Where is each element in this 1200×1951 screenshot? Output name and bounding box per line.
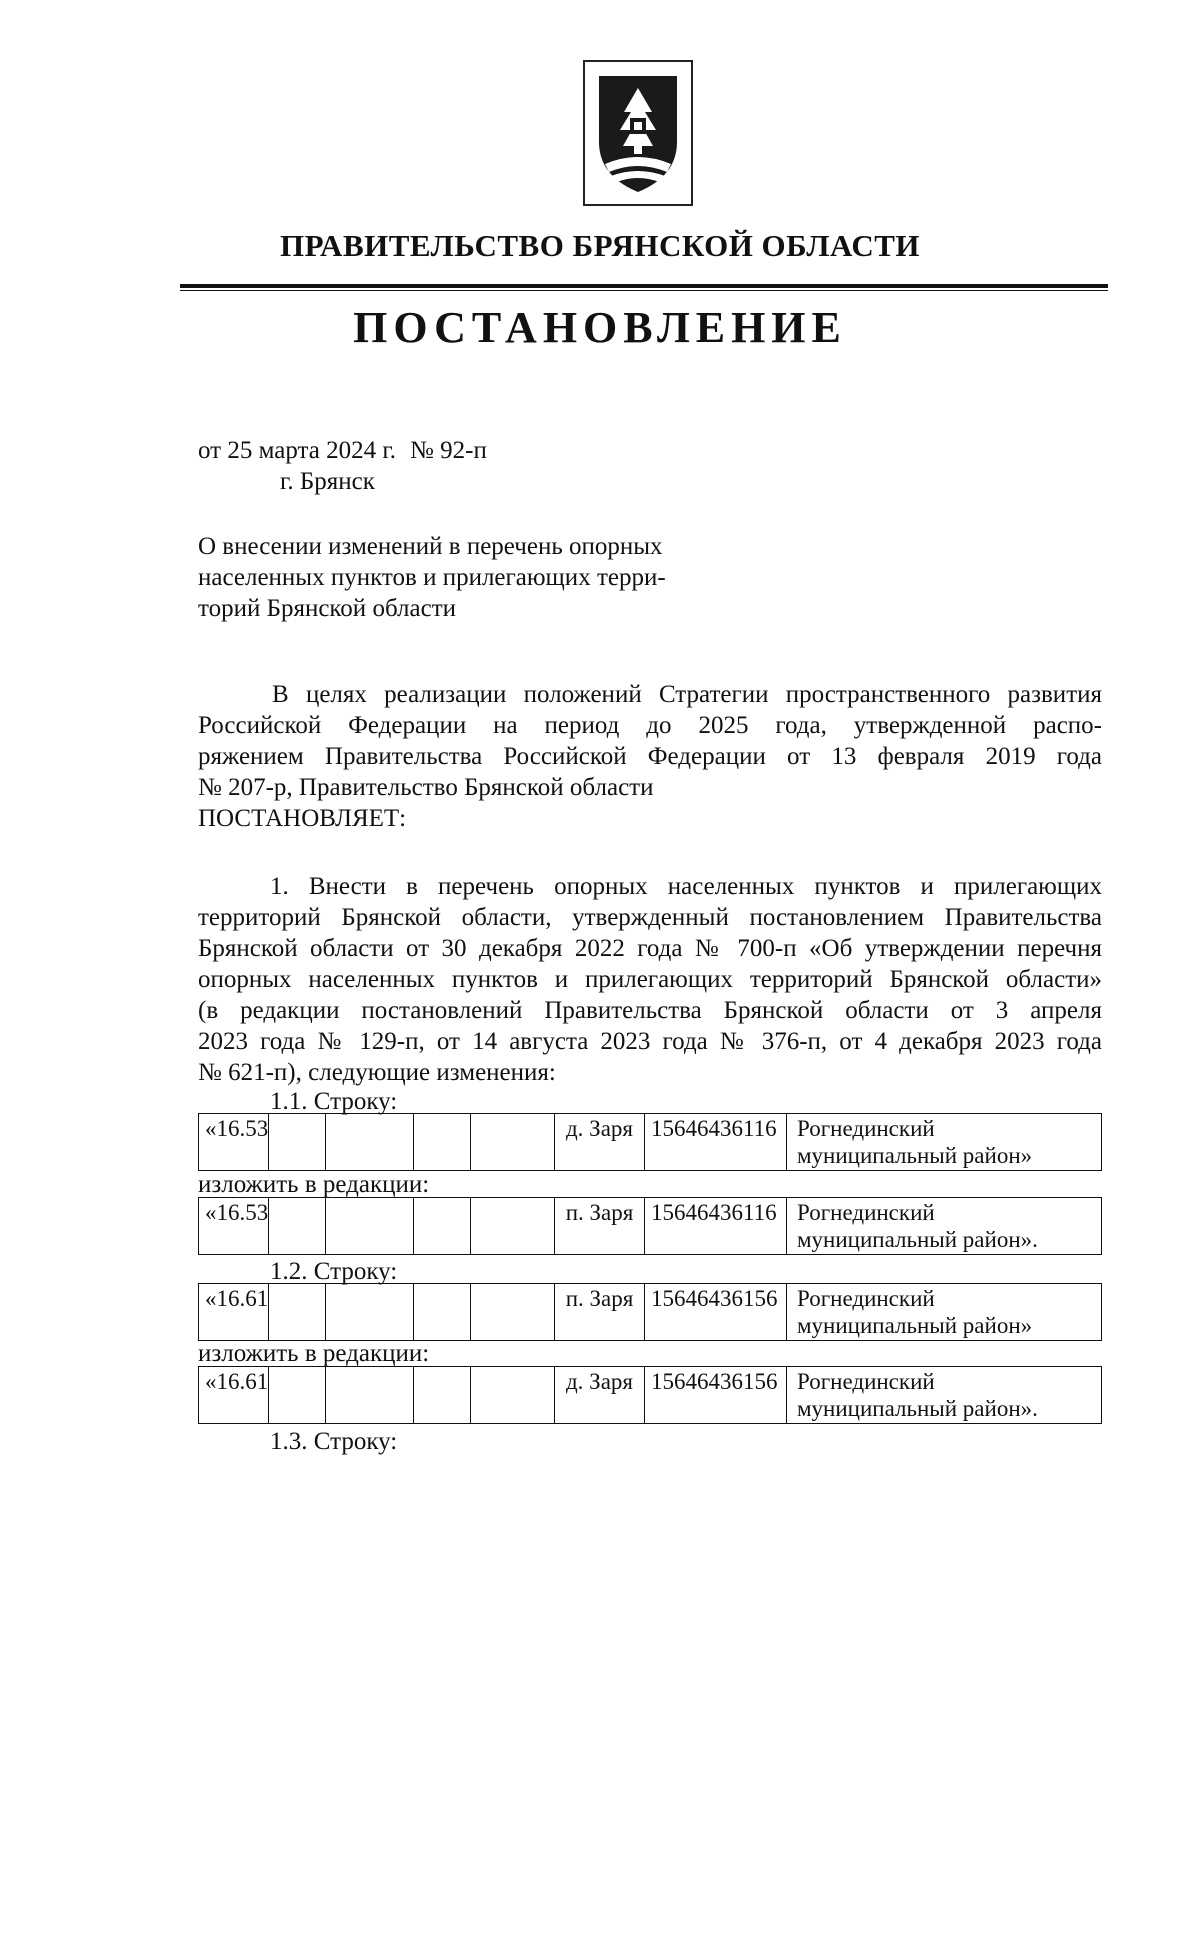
settlement-cell: д. Заря xyxy=(555,1114,645,1171)
item-1-paragraph xyxy=(198,871,1102,1088)
decree-word: ПОСТАНОВЛЯЕТ: xyxy=(198,805,407,832)
empty-cell xyxy=(414,1198,471,1255)
table-row-2-new xyxy=(198,1366,1102,1424)
document-number: № 92-п xyxy=(410,437,487,464)
empty-cell xyxy=(471,1367,555,1424)
item1-line: Брянской области от 30 декабря 2022 года № 700-п «Об утверждении перечня xyxy=(198,935,1102,962)
oktmo-code-cell: 15646436156 xyxy=(645,1284,787,1341)
oktmo-code-cell: 15646436156 xyxy=(645,1367,787,1424)
empty-cell xyxy=(269,1114,326,1171)
item1-line: 2023 года № 129-п, от 14 августа 2023 года № 376-п, от 4 декабря 2023 года xyxy=(198,1028,1102,1055)
row-number-cell: «16.53 xyxy=(199,1114,269,1171)
item-1-3-label: 1.3. Строку: xyxy=(270,1428,398,1455)
preamble-line: № 207-р, Правительство Брянской области xyxy=(198,774,654,801)
empty-cell xyxy=(414,1114,471,1171)
empty-cell xyxy=(326,1198,414,1255)
item1-line: № 621-п), следующие изменения: xyxy=(198,1059,556,1086)
item1-line: опорных населенных пунктов и прилегающих территорий Брянской области» xyxy=(198,966,1102,993)
date-line xyxy=(198,435,487,466)
document-date: от 25 марта 2024 г. xyxy=(198,437,397,464)
preamble-line: Российской Федерации на период до 2025 года, утвержденной распо- xyxy=(198,712,1102,739)
table-row-1-old xyxy=(198,1113,1102,1171)
header-rule-thin xyxy=(180,290,1108,291)
row-number-cell: «16.61 xyxy=(199,1284,269,1341)
row-number-cell: «16.53 xyxy=(199,1198,269,1255)
empty-cell xyxy=(471,1284,555,1341)
empty-cell xyxy=(414,1367,471,1424)
empty-cell xyxy=(326,1284,414,1341)
settlement-cell: д. Заря xyxy=(555,1367,645,1424)
preamble-paragraph xyxy=(198,679,1102,834)
subject-line: населенных пунктов и прилегающих терри- xyxy=(198,564,666,591)
empty-cell xyxy=(269,1284,326,1341)
preamble-line: В целях реализации положений Стратегии пространственного развития xyxy=(272,681,1102,708)
item1-line: территорий Брянской области, утвержденный постановлением Правительства xyxy=(198,904,1102,931)
row-number-cell: «16.61 xyxy=(199,1367,269,1424)
settlement-cell: п. Заря xyxy=(555,1198,645,1255)
district-cell: Рогнединский муниципальный район» xyxy=(787,1114,1102,1171)
district-cell: Рогнединский муниципальный район». xyxy=(787,1367,1102,1424)
document-type-title: ПОСТАНОВЛЕНИЕ xyxy=(353,303,847,352)
coat-of-arms-emblem xyxy=(583,60,693,206)
settlement-cell: п. Заря xyxy=(555,1284,645,1341)
header-rule-thick xyxy=(180,284,1108,288)
item-1-1-label: 1.1. Строку: xyxy=(270,1088,398,1115)
document-city: г. Брянск xyxy=(280,468,375,495)
district-cell: Рогнединский муниципальный район». xyxy=(787,1198,1102,1255)
replace-label-2: изложить в редакции: xyxy=(198,1340,430,1367)
empty-cell xyxy=(326,1367,414,1424)
item1-line: (в редакции постановлений Правительства Брянской области от 3 апреля xyxy=(198,997,1102,1024)
subject-line: торий Брянской области xyxy=(198,595,457,622)
coat-of-arms-icon xyxy=(593,72,683,196)
replace-label-1: изложить в редакции: xyxy=(198,1171,430,1198)
preamble-line: ряжением Правительства Российской Федерации от 13 февраля 2019 года xyxy=(198,743,1102,770)
organization-title: ПРАВИТЕЛЬСТВО БРЯНСКОЙ ОБЛАСТИ xyxy=(279,228,921,263)
table-row-1-new xyxy=(198,1197,1102,1255)
empty-cell xyxy=(471,1198,555,1255)
item1-line: 1. Внести в перечень опорных населенных пунктов и прилегающих xyxy=(270,873,1102,900)
empty-cell xyxy=(414,1284,471,1341)
empty-cell xyxy=(269,1198,326,1255)
empty-cell xyxy=(326,1114,414,1171)
oktmo-code-cell: 15646436116 xyxy=(645,1114,787,1171)
item-1-2-label: 1.2. Строку: xyxy=(270,1258,398,1285)
document-subject xyxy=(198,531,666,624)
subject-line: О внесении изменений в перечень опорных xyxy=(198,533,663,560)
table-row-2-old xyxy=(198,1283,1102,1341)
district-cell: Рогнединский муниципальный район» xyxy=(787,1284,1102,1341)
empty-cell xyxy=(471,1114,555,1171)
empty-cell xyxy=(269,1367,326,1424)
oktmo-code-cell: 15646436116 xyxy=(645,1198,787,1255)
